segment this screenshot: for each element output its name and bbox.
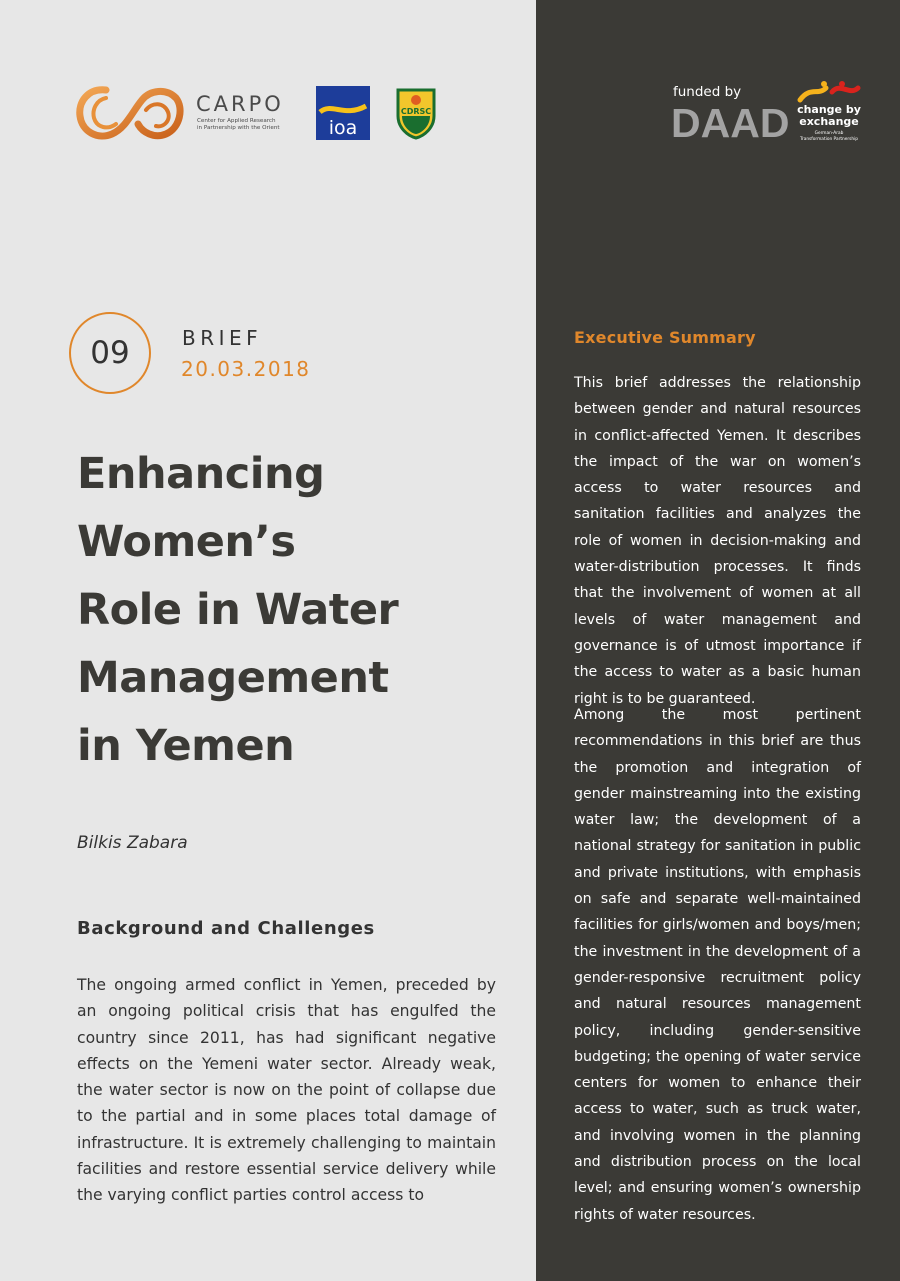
cdrsc-text: CDRSC [400,107,432,116]
cbe-sub1: German-Arab [814,131,844,136]
title-line: in Yemen [77,721,295,771]
brief-number-badge: 09 [69,312,151,394]
title-line: Role in Water [77,585,399,635]
cdrsc-logo-icon [394,86,438,140]
change-by-exchange-logo-icon [796,78,862,144]
carpo-subtitle: Center for Applied Research in Partnership with the Orient [197,118,280,131]
title-line: Women’s [77,517,296,567]
brief-date: 20.03.2018 [181,357,311,381]
executive-summary-paragraph-2: Among the most pertinent recommendations in this brief are thus the promotion and integration of gender mainstreaming into the existing water law; the development of a national strategy for sanitation in public and private institutions, with emphasis on safe and separate well-maintained facilities for girls/women and boys/men; the investment in the development of a gender-responsive recruitment policy and natural resources management policy, including gender-sensitive budgeting; the opening of water service centers for women to enhance their access to water, such as truck water, and involving women in the planning and distribution process on the local level; and ensuring women’s ownership rights of water resources. [574,707,861,1223]
executive-summary-paragraph-1: This brief addresses the relationship between gender and natural resources in conflict-affected Yemen. It describes the impact of the war on women’s access to water resources and sanitation facilities and analyzes the role of women in decision-making and water-distribution processes. It finds that the involvement of women at all levels of water management and governance is of utmost importance if the access to water as a basic human right is to be guaranteed. [574,375,861,707]
carpo-name: CARPO [196,92,284,116]
author: Bilkis Zabara [77,833,188,853]
background-heading: Background and Challenges [77,918,375,939]
title-line: Enhancing [77,449,325,499]
cbe-line1: change by [797,103,861,116]
funded-by-label: funded by [673,84,742,100]
carpo-logo-icon [76,84,184,142]
background-body: The ongoing armed conflict in Yemen, preceded by an ongoing political crisis that has engulfed the country since 2011, has had significant negative effects on the Yemeni water sector. Already weak, the water sector is now on the point of collapse due to the partial and in some places total damage of infrastructure. It is extremely challenging to maintain facilities and restore essential service delivery while the varying conflict parties control access to [77,976,496,1205]
title-line: Management [77,653,389,703]
brief-label: BRIEF [182,326,263,350]
executive-summary-heading: Executive Summary [574,328,756,347]
ioa-logo-icon [316,86,370,140]
cbe-line2: exchange [799,115,859,128]
daad-logo: DAAD [671,100,790,146]
ioa-text: ioa [328,117,358,139]
page-title [77,440,517,780]
cbe-sub2: Transformation Partnership [799,137,859,142]
